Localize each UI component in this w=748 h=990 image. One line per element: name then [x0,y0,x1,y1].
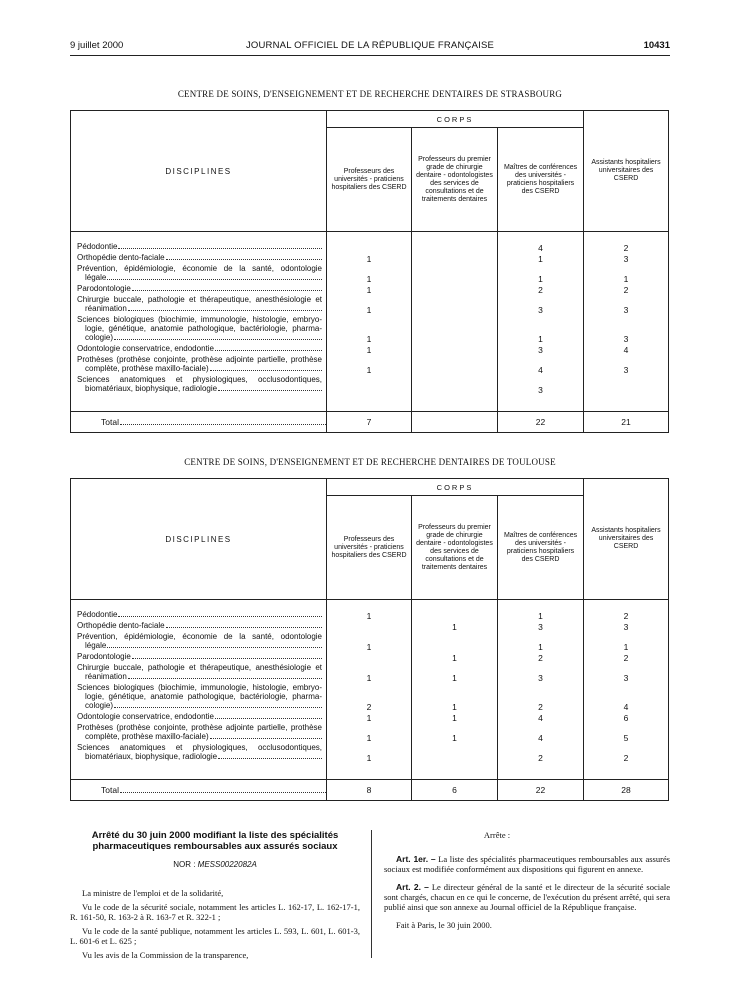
value-cell [412,610,497,621]
value-cell [412,632,497,652]
leader-dots [107,279,322,280]
discipline-item [77,344,322,353]
value-cell: 2 [623,753,629,763]
leader-dots [114,707,322,708]
value-cell [412,344,497,355]
value-cell: 4 [538,365,543,375]
discipline-item [77,355,322,373]
discipline-text: complète, prothèse maxillo-faciale) [85,364,209,373]
page-header [70,40,670,54]
header-rule [70,55,670,56]
discipline-text: Orthopédie dento-faciale [77,621,165,630]
col4-header: Assistants hospitaliers universitaires des CSERD [584,479,669,600]
value-cell: 1 [366,334,372,344]
discipline-text: Pédodontie [77,610,118,619]
value-cell: 2 [366,702,372,712]
value-cell: 3 [623,254,629,264]
value-cell [412,295,497,315]
total-row [71,412,669,433]
value-cell: 1 [452,733,457,743]
leader-dots [114,339,322,340]
value-cell: 1 [366,733,372,743]
discipline-item [77,712,322,721]
article-2 [384,882,670,912]
disciplines-header: DISCIPLINES [71,479,327,600]
discipline-text: biomatériaux, biophysique, radiologie [85,752,218,761]
discipline-text: biomatériaux, biophysique, radiologie [85,384,218,393]
value-cell: 2 [623,611,629,621]
value-cell: 1 [538,611,543,621]
discipline-item [77,375,322,393]
article-1-text: La liste des spécialités pharmaceutiques remboursables aux assurés sociaux est modifiée conformément aux dispositions qui figurent en annexe. [384,854,671,874]
discipline-text: réanimation [85,672,127,681]
value-cell: 1 [538,334,543,344]
leader-dots [166,259,322,260]
col2-header: Professeurs du premier grade de chirurgie dentaire - odontologistes des services de consultations et de traitements dentaires [412,496,498,600]
col1-cell [327,232,412,412]
total-col4: 21 [584,412,669,433]
discipline-item [77,663,322,681]
discipline-item [77,723,322,741]
leader-dots [128,310,322,311]
col4-header: Assistants hospitaliers universitaires des CSERD [584,111,669,232]
corps-header: CORPS [327,111,584,128]
value-cell: 3 [538,345,543,355]
col2-header: Professeurs du premier grade de chirurgie dentaire - odontologistes des services de consultations et de traitements dentaires [412,128,498,232]
value-cell: 2 [623,285,629,295]
col3-header: Maîtres de conférences des universités - praticiens hospitaliers des CSERD [498,496,584,600]
value-cell [412,284,497,295]
total-label: Total [71,780,327,801]
value-cell: 1 [452,713,457,723]
value-cell [412,264,497,284]
leader-dots [215,718,322,719]
col3-cell [498,232,584,412]
value-cell [327,242,411,253]
header-page-number: 10431 [643,40,670,51]
discipline-text: Odontologie conservatrice, endodontie [77,712,214,721]
value-cell: 3 [623,622,629,632]
discipline-text: Parodontologie [77,284,131,293]
value-cell: 1 [366,345,372,355]
value-cell: 5 [623,733,629,743]
value-cell: 2 [538,753,543,763]
header-journal-title: JOURNAL OFFICIEL DE LA RÉPUBLIQUE FRANÇAISE [245,40,495,51]
strasbourg-title: CENTRE DE SOINS, D'ENSEIGNEMENT ET DE RECHERCHE DENTAIRES DE STRASBOURG [177,89,563,99]
discipline-item [77,632,322,650]
value-cell [327,621,411,632]
discipline-text: Pédodontie [77,242,118,251]
value-cell: 1 [366,254,372,264]
value-cell: 3 [538,385,543,395]
total-label: Total [71,412,327,433]
discipline-item [77,610,322,619]
arrete-left-column [70,830,360,960]
total-col1: 7 [327,412,412,433]
visa-sante-publique: Vu le code de la santé publique, notamment les articles L. 593, L. 601, L. 601-3, L. 601-6 et L. 625 ; [70,926,360,946]
disciplines-header: DISCIPLINES [71,111,327,232]
column-separator [371,830,372,958]
article-2-text: Le directeur général de la santé et le directeur de la sécurité sociale sont chargés, chacun en ce qui le concerne, de l'exécution du présent arrêté, qui sera publié ainsi que son annexe au Journal officiel de la République française. [384,882,670,912]
article-2-label: Art. 2. – [396,882,429,892]
value-cell: 1 [623,642,629,652]
discipline-text: légale [85,641,107,650]
fait-a-paris: Fait à Paris, le 30 juin 2000. [396,920,492,930]
total-col4: 28 [584,780,669,801]
leader-dots [210,738,322,739]
value-cell: 3 [538,673,543,683]
leader-dots [128,678,322,679]
discipline-text: complète, prothèse maxillo-faciale) [85,732,209,741]
discipline-item [77,295,322,313]
discipline-text: cologie) [85,701,114,710]
total-col1: 8 [327,780,412,801]
value-cell: 3 [623,305,629,315]
col1-header: Professeurs des universités - praticiens hospitaliers des CSERD [327,496,412,600]
value-cell: 1 [366,753,372,763]
value-cell: 1 [366,713,372,723]
value-cell: 1 [538,274,543,284]
total-col2 [412,412,498,433]
value-cell [327,652,411,663]
visa-commission: Vu les avis de la Commission de la transparence, [82,950,249,960]
value-cell: 1 [366,285,372,295]
col1-cell [327,600,412,780]
article-1 [384,854,670,874]
value-cell: 1 [623,274,629,284]
discipline-item [77,621,322,630]
value-cell: 6 [623,713,629,723]
value-cell: 1 [538,642,543,652]
leader-dots [132,658,322,659]
disciplines-cell [71,600,327,780]
leader-dots [118,248,322,249]
visa-ministre: La ministre de l'emploi et de la solidarité, [82,888,224,898]
toulouse-table [70,478,669,801]
discipline-text: Sciences biologiques (biochimie, immunologie, histologie, embryo- [77,683,322,692]
value-cell [412,242,497,253]
value-cell: 4 [538,713,543,723]
col3-cell [498,600,584,780]
value-cell: 2 [538,285,543,295]
article-1-label: Art. 1er. – [396,854,436,864]
value-cell: 1 [366,673,372,683]
corps-header: CORPS [327,479,584,496]
leader-dots [132,290,322,291]
disciplines-cell [71,232,327,412]
leader-dots [218,758,322,759]
value-cell: 3 [538,305,543,315]
discipline-text: Chirurgie buccale, pathologie et thérapeutique, anesthésiologie et [77,295,322,304]
leader-dots [218,390,322,391]
value-cell: 4 [623,702,629,712]
value-cell: 2 [538,702,543,712]
value-cell: 1 [366,642,372,652]
discipline-text: Prothèses (prothèse conjointe, prothèse adjointe partielle, prothèse [77,355,322,364]
value-cell [412,355,497,375]
value-cell: 3 [538,622,543,632]
discipline-text: légale [85,273,107,282]
discipline-text: logie, génétique, anatomie pathologique, bactériologie, pharma- [85,324,322,333]
col2-cell [412,600,498,780]
value-cell: 1 [452,622,457,632]
discipline-item [77,253,322,262]
toulouse-title: CENTRE DE SOINS, D'ENSEIGNEMENT ET DE RECHERCHE DENTAIRES DE TOULOUSE [184,457,556,467]
leader-dots [215,350,322,351]
value-cell: 1 [366,365,372,375]
value-cell [584,375,668,395]
discipline-item [77,652,322,661]
leader-dots [118,616,322,617]
discipline-text: Prévention, épidémiologie, économie de la santé, odontologie [77,264,322,273]
arrete-right-column [384,830,670,930]
visa-securite-sociale: Vu le code de la sécurité sociale, notamment les articles L. 162-17, L. 162-17-1, R. 161-50, R. 163-2 à R. 163-7 et R. 322-1 ; [70,902,360,922]
value-cell: 1 [452,653,457,663]
value-cell: 1 [452,702,457,712]
nor-label: NOR : [173,860,196,869]
discipline-text: Sciences biologiques (biochimie, immunologie, histologie, embryo- [77,315,322,324]
leader-dots [166,627,322,628]
value-cell: 4 [538,733,543,743]
total-row [71,780,669,801]
total-col3: 22 [498,780,584,801]
value-cell: 1 [366,611,372,621]
discipline-item [77,242,322,251]
nor-reference [70,860,360,870]
discipline-item [77,683,322,710]
col4-cell [584,232,669,412]
discipline-text: réanimation [85,304,127,313]
discipline-text: logie, génétique, anatomie pathologique, bactériologie, pharma- [85,692,322,701]
value-cell: 3 [623,334,629,344]
value-cell: 1 [538,254,543,264]
discipline-text: Parodontologie [77,652,131,661]
value-cell [412,375,497,395]
total-col2: 6 [412,780,498,801]
leader-dots [107,647,322,648]
value-cell [412,743,497,763]
discipline-text: cologie) [85,333,114,342]
discipline-text: Sciences anatomiques et physiologiques, occlusodontiques, [77,743,322,752]
col2-cell [412,232,498,412]
discipline-text: Odontologie conservatrice, endodontie [77,344,214,353]
value-cell [412,315,497,344]
value-cell: 1 [366,305,372,315]
header-date: 9 juillet 2000 [70,40,124,51]
col4-cell [584,600,669,780]
discipline-text: Sciences anatomiques et physiologiques, occlusodontiques, [77,375,322,384]
nor-code: MESS0022082A [197,860,257,869]
col1-header: Professeurs des universités - praticiens hospitaliers des CSERD [327,128,412,232]
value-cell: 1 [452,673,457,683]
discipline-text: Prévention, épidémiologie, économie de la santé, odontologie [77,632,322,641]
value-cell: 2 [538,653,543,663]
discipline-item [77,264,322,282]
arrete-label: Arrête : [483,830,511,840]
discipline-text: Orthopédie dento-faciale [77,253,165,262]
value-cell: 3 [623,673,629,683]
discipline-item [77,315,322,342]
value-cell: 4 [538,243,543,253]
discipline-text: Prothèses (prothèse conjointe, prothèse adjointe partielle, prothèse [77,723,322,732]
strasbourg-table [70,110,669,433]
value-cell: 2 [623,653,629,663]
value-cell [412,253,497,264]
discipline-item [77,743,322,761]
value-cell: 4 [623,345,629,355]
value-cell: 1 [366,274,372,284]
value-cell: 2 [623,243,629,253]
value-cell: 3 [623,365,629,375]
discipline-item [77,284,322,293]
arrete-title: Arrêté du 30 juin 2000 modifiant la liste des spécialités pharmaceutiques remboursables aux assurés sociaux [91,830,339,852]
total-col3: 22 [498,412,584,433]
col3-header: Maîtres de conférences des universités - praticiens hospitaliers des CSERD [498,128,584,232]
discipline-text: Chirurgie buccale, pathologie et thérapeutique, anesthésiologie et [77,663,322,672]
value-cell [327,375,411,395]
leader-dots [210,370,322,371]
